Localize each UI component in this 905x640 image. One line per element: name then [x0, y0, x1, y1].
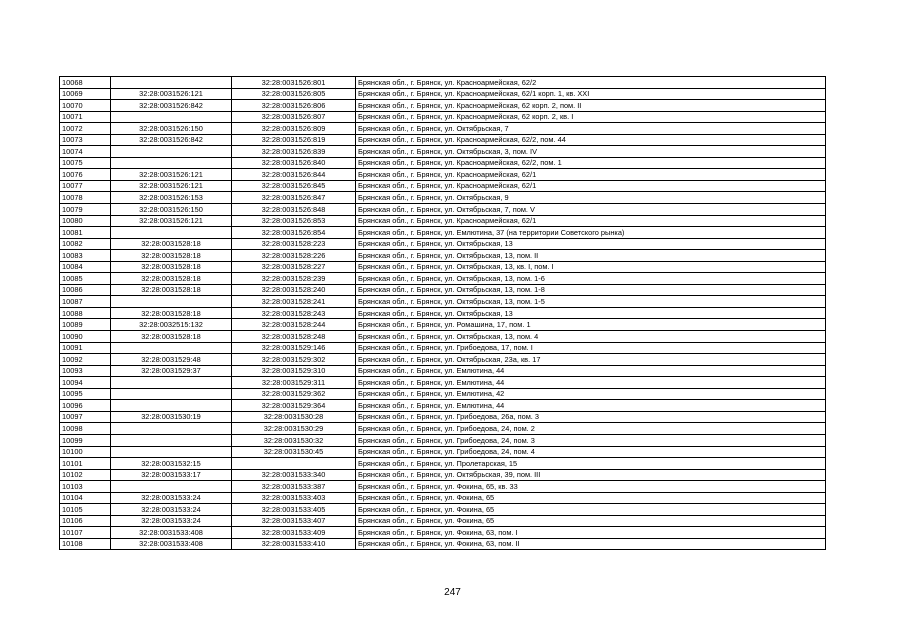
row-number-cell: 10072: [60, 123, 111, 135]
row-number-cell: 10076: [60, 169, 111, 181]
address-cell: Брянская обл., г. Брянск, ул. Емлютина, 37 (на территории Советского рынка): [356, 227, 826, 239]
address-cell: Брянская обл., г. Брянск, ул. Красноармейская, 62/1 корп. 1, кв. XXI: [356, 88, 826, 100]
address-cell: Брянская обл., г. Брянск, ул. Емлютина, 44: [356, 400, 826, 412]
table-row: [60, 307, 826, 319]
table-row: [60, 434, 826, 446]
address-cell: Брянская обл., г. Брянск, ул. Пролетарская, 15: [356, 458, 826, 470]
cadastral-number-cell: 32:28:0031533:410: [232, 538, 356, 550]
parent-cadastral-number-cell: [111, 400, 232, 412]
parent-cadastral-number-cell: [111, 423, 232, 435]
row-number-cell: 10095: [60, 388, 111, 400]
cadastral-number-cell: 32:28:0031528:241: [232, 296, 356, 308]
row-number-cell: 10073: [60, 134, 111, 146]
row-number-cell: 10100: [60, 446, 111, 458]
cadastral-number-cell: 32:28:0031528:239: [232, 273, 356, 285]
table-row: [60, 204, 826, 216]
cadastral-number-cell: 32:28:0031528:243: [232, 307, 356, 319]
parent-cadastral-number-cell: [111, 481, 232, 493]
row-number-cell: 10088: [60, 307, 111, 319]
table-row: [60, 319, 826, 331]
parent-cadastral-number-cell: [111, 377, 232, 389]
table-row: [60, 180, 826, 192]
table-row: [60, 504, 826, 516]
address-cell: Брянская обл., г. Брянск, ул. Грибоедова, 24, пом. 2: [356, 423, 826, 435]
cadastral-number-cell: 32:28:0031533:407: [232, 515, 356, 527]
parent-cadastral-number-cell: 32:28:0031528:18: [111, 261, 232, 273]
cadastral-number-cell: 32:28:0031526:844: [232, 169, 356, 181]
address-cell: Брянская обл., г. Брянск, ул. Фокина, 65: [356, 515, 826, 527]
row-number-cell: 10082: [60, 238, 111, 250]
address-cell: Брянская обл., г. Брянск, ул. Октябрьская, 13: [356, 307, 826, 319]
cadastral-number-cell: 32:28:0031526:806: [232, 100, 356, 112]
parent-cadastral-number-cell: 32:28:0031526:150: [111, 204, 232, 216]
parent-cadastral-number-cell: 32:28:0031529:48: [111, 354, 232, 366]
parent-cadastral-number-cell: 32:28:0031526:153: [111, 192, 232, 204]
parent-cadastral-number-cell: 32:28:0031530:19: [111, 411, 232, 423]
row-number-cell: 10074: [60, 146, 111, 158]
row-number-cell: 10070: [60, 100, 111, 112]
table-row: [60, 273, 826, 285]
parent-cadastral-number-cell: [111, 227, 232, 239]
row-number-cell: 10105: [60, 504, 111, 516]
row-number-cell: 10087: [60, 296, 111, 308]
row-number-cell: 10106: [60, 515, 111, 527]
row-number-cell: 10097: [60, 411, 111, 423]
row-number-cell: 10081: [60, 227, 111, 239]
address-cell: Брянская обл., г. Брянск, ул. Грибоедова, 24, пом. 4: [356, 446, 826, 458]
parent-cadastral-number-cell: 32:28:0031533:24: [111, 504, 232, 516]
registry-table-body: [60, 77, 826, 550]
cadastral-number-cell: 32:28:0031529:364: [232, 400, 356, 412]
parent-cadastral-number-cell: 32:28:0031533:24: [111, 515, 232, 527]
parent-cadastral-number-cell: [111, 157, 232, 169]
address-cell: Брянская обл., г. Брянск, ул. Октябрьская, 7: [356, 123, 826, 135]
row-number-cell: 10092: [60, 354, 111, 366]
table-row: [60, 342, 826, 354]
parent-cadastral-number-cell: [111, 111, 232, 123]
address-cell: Брянская обл., г. Брянск, ул. Октябрьская, 23а, кв. 17: [356, 354, 826, 366]
address-cell: Брянская обл., г. Брянск, ул. Октябрьская, 13, пом. 1-6: [356, 273, 826, 285]
parent-cadastral-number-cell: 32:28:0031528:18: [111, 250, 232, 262]
row-number-cell: 10083: [60, 250, 111, 262]
cadastral-number-cell: 32:28:0031529:302: [232, 354, 356, 366]
row-number-cell: 10107: [60, 527, 111, 539]
table-row: [60, 169, 826, 181]
cadastral-number-cell: 32:28:0031528:240: [232, 284, 356, 296]
address-cell: Брянская обл., г. Брянск, ул. Грибоедова, 17, пом. I: [356, 342, 826, 354]
cadastral-number-cell: 32:28:0031528:223: [232, 238, 356, 250]
table-row: [60, 492, 826, 504]
address-cell: Брянская обл., г. Брянск, ул. Фокина, 65: [356, 492, 826, 504]
table-row: [60, 192, 826, 204]
address-cell: Брянская обл., г. Брянск, ул. Фокина, 65: [356, 504, 826, 516]
parent-cadastral-number-cell: 32:28:0031529:37: [111, 365, 232, 377]
address-cell: Брянская обл., г. Брянск, ул. Октябрьская, 3, пом. IV: [356, 146, 826, 158]
table-row: [60, 527, 826, 539]
row-number-cell: 10078: [60, 192, 111, 204]
row-number-cell: 10085: [60, 273, 111, 285]
parent-cadastral-number-cell: [111, 388, 232, 400]
cadastral-number-cell: 32:28:0031533:405: [232, 504, 356, 516]
parent-cadastral-number-cell: 32:28:0031526:150: [111, 123, 232, 135]
address-cell: Брянская обл., г. Брянск, ул. Фокина, 63, пом. II: [356, 538, 826, 550]
parent-cadastral-number-cell: [111, 296, 232, 308]
row-number-cell: 10077: [60, 180, 111, 192]
cadastral-number-cell: 32:28:0031530:28: [232, 411, 356, 423]
parent-cadastral-number-cell: 32:28:0031533:408: [111, 538, 232, 550]
parent-cadastral-number-cell: [111, 77, 232, 89]
row-number-cell: 10101: [60, 458, 111, 470]
parent-cadastral-number-cell: 32:28:0031533:17: [111, 469, 232, 481]
parent-cadastral-number-cell: [111, 446, 232, 458]
address-cell: Брянская обл., г. Брянск, ул. Красноармейская, 62 корп. 2, пом. II: [356, 100, 826, 112]
cadastral-number-cell: 32:28:0031526:819: [232, 134, 356, 146]
cadastral-number-cell: 32:28:0031526:854: [232, 227, 356, 239]
address-cell: Брянская обл., г. Брянск, ул. Фокина, 65, кв. 33: [356, 481, 826, 493]
table-row: [60, 388, 826, 400]
parent-cadastral-number-cell: 32:28:0031528:18: [111, 273, 232, 285]
table-row: [60, 157, 826, 169]
parent-cadastral-number-cell: 32:28:0031526:121: [111, 215, 232, 227]
address-cell: Брянская обл., г. Брянск, ул. Октябрьская, 13, пом. 1-8: [356, 284, 826, 296]
parent-cadastral-number-cell: 32:28:0031533:24: [111, 492, 232, 504]
table-row: [60, 88, 826, 100]
address-cell: Брянская обл., г. Брянск, ул. Красноармейская, 62/1: [356, 215, 826, 227]
parent-cadastral-number-cell: 32:28:0031528:18: [111, 284, 232, 296]
cadastral-number-cell: 32:28:0031526:840: [232, 157, 356, 169]
address-cell: Брянская обл., г. Брянск, ул. Красноармейская, 62/1: [356, 169, 826, 181]
address-cell: Брянская обл., г. Брянск, ул. Красноармейская, 62 корп. 2, кв. I: [356, 111, 826, 123]
cadastral-number-cell: 32:28:0031526:805: [232, 88, 356, 100]
address-cell: Брянская обл., г. Брянск, ул. Октябрьская, 13, пом. 1-5: [356, 296, 826, 308]
address-cell: Брянская обл., г. Брянск, ул. Емлютина, 42: [356, 388, 826, 400]
table-row: [60, 111, 826, 123]
address-cell: Брянская обл., г. Брянск, ул. Октябрьская, 13, кв. I, пом. I: [356, 261, 826, 273]
table-row: [60, 469, 826, 481]
row-number-cell: 10099: [60, 434, 111, 446]
page-number: 247: [444, 587, 461, 598]
row-number-cell: 10075: [60, 157, 111, 169]
row-number-cell: 10108: [60, 538, 111, 550]
cadastral-number-cell: 32:28:0031530:45: [232, 446, 356, 458]
cadastral-number-cell: 32:28:0031528:227: [232, 261, 356, 273]
cadastral-number-cell: 32:28:0031533:340: [232, 469, 356, 481]
cadastral-number-cell: 32:28:0031526:839: [232, 146, 356, 158]
row-number-cell: 10093: [60, 365, 111, 377]
cadastral-number-cell: 32:28:0031533:409: [232, 527, 356, 539]
table-row: [60, 284, 826, 296]
table-row: [60, 77, 826, 89]
address-cell: Брянская обл., г. Брянск, ул. Красноармейская, 62/2: [356, 77, 826, 89]
table-row: [60, 331, 826, 343]
row-number-cell: 10089: [60, 319, 111, 331]
table-row: [60, 123, 826, 135]
table-row: [60, 215, 826, 227]
cadastral-number-cell: 32:28:0031526:848: [232, 204, 356, 216]
address-cell: Брянская обл., г. Брянск, ул. Красноармейская, 62/2, пом. 1: [356, 157, 826, 169]
table-row: [60, 377, 826, 389]
parent-cadastral-number-cell: 32:28:0031532:15: [111, 458, 232, 470]
parent-cadastral-number-cell: 32:28:0031526:842: [111, 134, 232, 146]
parent-cadastral-number-cell: 32:28:0031526:121: [111, 169, 232, 181]
cadastral-number-cell: [232, 458, 356, 470]
row-number-cell: 10084: [60, 261, 111, 273]
address-cell: Брянская обл., г. Брянск, ул. Грибоедова, 24, пом. 3: [356, 434, 826, 446]
row-number-cell: 10094: [60, 377, 111, 389]
row-number-cell: 10091: [60, 342, 111, 354]
address-cell: Брянская обл., г. Брянск, ул. Емлютина, 44: [356, 365, 826, 377]
table-row: [60, 515, 826, 527]
cadastral-number-cell: 32:28:0031526:809: [232, 123, 356, 135]
cadastral-number-cell: 32:28:0031526:845: [232, 180, 356, 192]
table-row: [60, 423, 826, 435]
address-cell: Брянская обл., г. Брянск, ул. Октябрьская, 39, пом. III: [356, 469, 826, 481]
cadastral-number-cell: 32:28:0031529:146: [232, 342, 356, 354]
parent-cadastral-number-cell: 32:28:0031526:842: [111, 100, 232, 112]
cadastral-number-cell: 32:28:0031528:244: [232, 319, 356, 331]
row-number-cell: 10090: [60, 331, 111, 343]
cadastral-number-cell: 32:28:0031529:362: [232, 388, 356, 400]
cadastral-number-cell: 32:28:0031526:801: [232, 77, 356, 89]
cadastral-number-cell: 32:28:0031533:387: [232, 481, 356, 493]
address-cell: Брянская обл., г. Брянск, ул. Октябрьская, 13, пом. II: [356, 250, 826, 262]
address-cell: Брянская обл., г. Брянск, ул. Октябрьская, 9: [356, 192, 826, 204]
parent-cadastral-number-cell: 32:28:0031528:18: [111, 331, 232, 343]
row-number-cell: 10080: [60, 215, 111, 227]
row-number-cell: 10069: [60, 88, 111, 100]
cadastral-number-cell: 32:28:0031526:853: [232, 215, 356, 227]
cadastral-number-cell: 32:28:0031530:29: [232, 423, 356, 435]
parent-cadastral-number-cell: 32:28:0031528:18: [111, 307, 232, 319]
address-cell: Брянская обл., г. Брянск, ул. Октябрьская, 13, пом. 4: [356, 331, 826, 343]
parent-cadastral-number-cell: 32:28:0031526:121: [111, 88, 232, 100]
table-row: [60, 146, 826, 158]
cadastral-number-cell: 32:28:0031529:310: [232, 365, 356, 377]
table-row: [60, 296, 826, 308]
row-number-cell: 10079: [60, 204, 111, 216]
parent-cadastral-number-cell: 32:28:0031533:408: [111, 527, 232, 539]
table-row: [60, 227, 826, 239]
address-cell: Брянская обл., г. Брянск, ул. Фокина, 63, пом. I: [356, 527, 826, 539]
table-row: [60, 365, 826, 377]
address-cell: Брянская обл., г. Брянск, ул. Октябрьская, 13: [356, 238, 826, 250]
table-row: [60, 400, 826, 412]
table-row: [60, 134, 826, 146]
parent-cadastral-number-cell: 32:28:0031528:18: [111, 238, 232, 250]
parent-cadastral-number-cell: [111, 434, 232, 446]
address-cell: Брянская обл., г. Брянск, ул. Грибоедова, 26а, пом. 3: [356, 411, 826, 423]
registry-table: [59, 76, 826, 550]
table-row: [60, 238, 826, 250]
table-row: [60, 354, 826, 366]
parent-cadastral-number-cell: 32:28:0032515:132: [111, 319, 232, 331]
parent-cadastral-number-cell: [111, 342, 232, 354]
table-row: [60, 538, 826, 550]
parent-cadastral-number-cell: [111, 146, 232, 158]
cadastral-number-cell: 32:28:0031533:403: [232, 492, 356, 504]
address-cell: Брянская обл., г. Брянск, ул. Красноармейская, 62/2, пом. 44: [356, 134, 826, 146]
table-row: [60, 250, 826, 262]
cadastral-number-cell: 32:28:0031529:311: [232, 377, 356, 389]
address-cell: Брянская обл., г. Брянск, ул. Красноармейская, 62/1: [356, 180, 826, 192]
address-cell: Брянская обл., г. Брянск, ул. Емлютина, 44: [356, 377, 826, 389]
table-row: [60, 458, 826, 470]
row-number-cell: 10103: [60, 481, 111, 493]
row-number-cell: 10102: [60, 469, 111, 481]
row-number-cell: 10068: [60, 77, 111, 89]
cadastral-number-cell: 32:28:0031528:248: [232, 331, 356, 343]
row-number-cell: 10096: [60, 400, 111, 412]
cadastral-number-cell: 32:28:0031526:847: [232, 192, 356, 204]
row-number-cell: 10086: [60, 284, 111, 296]
row-number-cell: 10104: [60, 492, 111, 504]
row-number-cell: 10098: [60, 423, 111, 435]
table-row: [60, 481, 826, 493]
address-cell: Брянская обл., г. Брянск, ул. Октябрьская, 7, пом. V: [356, 204, 826, 216]
cadastral-number-cell: 32:28:0031528:226: [232, 250, 356, 262]
address-cell: Брянская обл., г. Брянск, ул. Ромашина, 17, пом. 1: [356, 319, 826, 331]
table-row: [60, 446, 826, 458]
cadastral-number-cell: 32:28:0031526:807: [232, 111, 356, 123]
table-row: [60, 100, 826, 112]
table-row: [60, 411, 826, 423]
cadastral-number-cell: 32:28:0031530:32: [232, 434, 356, 446]
row-number-cell: 10071: [60, 111, 111, 123]
table-row: [60, 261, 826, 273]
parent-cadastral-number-cell: 32:28:0031526:121: [111, 180, 232, 192]
